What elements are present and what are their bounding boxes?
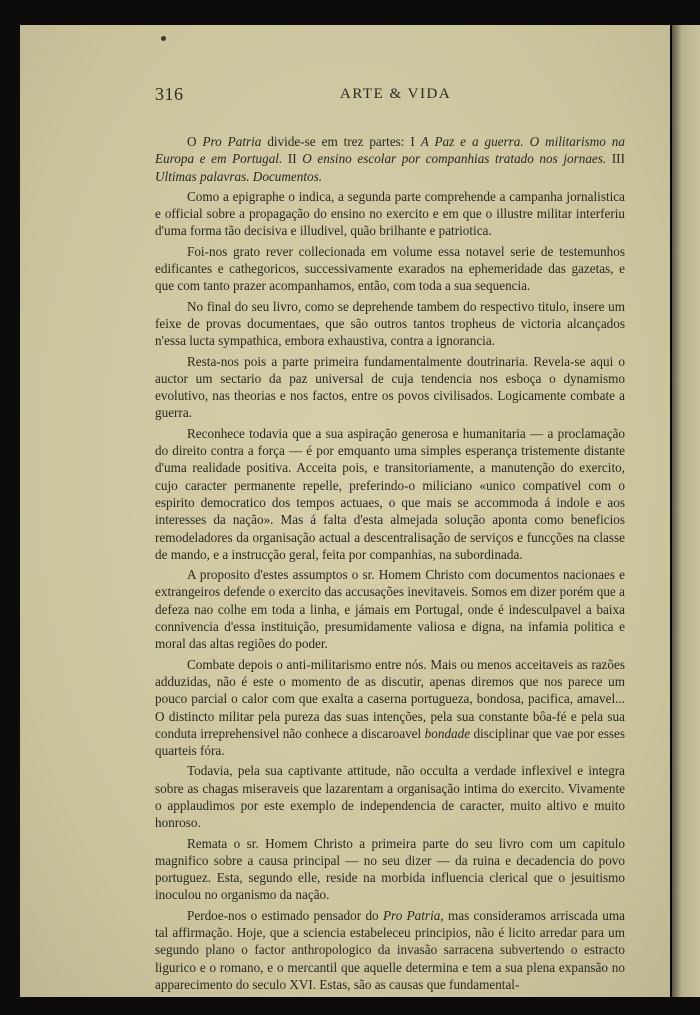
paragraph xyxy=(155,133,625,185)
paragraph xyxy=(155,907,625,993)
paragraph xyxy=(155,656,625,760)
paragraph xyxy=(155,298,625,350)
text-segment: Como a epigraphe o indica, a segunda parte comprehende a campanha jornalistica e official sobre a propagação do ensino no exercito e em que o illustre militar interferiu d'uma forma tão decisiva e illudivel, quão brilhante e patriotica. xyxy=(155,188,625,239)
paragraph xyxy=(155,188,625,240)
text-segment: II xyxy=(282,151,303,167)
paragraph xyxy=(155,353,625,422)
text-segment: Perdoe-nos o estimado pensador do xyxy=(187,907,383,923)
paragraph xyxy=(155,762,625,831)
page-number: 316 xyxy=(155,84,184,104)
text-segment: Todavia, pela sua captivante attitude, não occulta a verdade inflexivel e integra sobre as chagas miseraveis que lazarentam a organisação intima do exercito. Vivamente o applaudimos por este exemplo de independencia de caracter, muito altivo e muito honroso. xyxy=(155,763,625,831)
text-segment: No final do seu livro, como se deprehende tambem do respectivo titulo, insere um feixe de provas documentaes, que são outros tantos tropheus de victoria alcançados n'essa lucta sympathica, embora exhaustiva, contra a ignorancia. xyxy=(155,298,625,349)
running-head: ARTE & VIDA xyxy=(340,86,452,102)
paragraph xyxy=(155,243,625,295)
italic-text: Pro Patria xyxy=(383,907,441,923)
text-segment: Remata o sr. Homem Christo a primeira parte do seu livro com um capitulo magnifico sobre a causa principal — no seu dizer — da ruina e decadencia do povo portuguez. Esta, segundo elle, reside na morbida influencia clerical que o jesuitismo inoculou no organismo da nação. xyxy=(155,835,625,903)
page-header xyxy=(155,84,625,106)
text-segment: Combate depois o anti-militarismo entre nós. Mais ou menos acceitaveis as razões adduzidas, não é este o momento de as discutir, apenas diremos que nos parece um pouco parcial o calor com que exalta a caserna portugueza, bondosa, pacifica, amavel... O distincto militar pela pureza das suas intenções, pela sua constante bôa-fé e pela sua conduta irreprehensivel não conhece a discaroavel xyxy=(155,656,625,741)
text-segment: O xyxy=(187,134,203,149)
ink-spot xyxy=(161,36,166,41)
italic-text: Ultimas palavras. Documentos. xyxy=(155,168,323,184)
italic-text: A Paz e a guerra. O militarismo na Europa e em Portugal. xyxy=(155,134,625,167)
text-segment: , mas consideramos arriscada uma tal affirmação. Hoje, que a sciencia estabeleceu principios, não é licito arredar para um segundo plano o factor anthropologico da invasão sarracena subvertendo o estracto ligurico e o romano, e o mercantil que aquelle determina e tem a sua plena expansão no apparecimento do seculo XVI. Estas, são as causas que fundamental- xyxy=(155,907,625,992)
text-segment: disciplinar que vae por esses quarteis fóra. xyxy=(155,725,625,759)
text-segment: Foi-nos grato rever collecionada em volume essa notavel serie de testemunhos edificantes e cathegoricos, successivamente exarados na ephemeridade das gazetas, e que com tanto prazer acompanhamos, então, com toda a sua sequencia. xyxy=(155,243,625,294)
italic-text: Pro Patria xyxy=(202,134,262,149)
italic-text: bondade xyxy=(424,725,471,741)
adjacent-page-edge xyxy=(672,25,700,997)
text-segment: divide-se em trez partes: I xyxy=(261,134,421,149)
italic-text: O ensino escolar por companhias tratado nos jornaes. xyxy=(302,151,607,167)
text-segment: III xyxy=(606,151,625,167)
text-segment: A proposito d'estes assumptos o sr. Homem Christo com documentos nacionaes e extrangeiros defende o exercito das accusações inevitaveis. Somos em dizer porém que a defeza nao colhe em toda a linha, e jámais em Portugal, onde é indesculpavel a baixa connivencia d'essa instituição, presumidamente valiosa e digna, na infamia politica e moral das altas regiões do poder. xyxy=(155,567,625,652)
text-segment: Reconhece todavia que a sua aspiração generosa e humanitaria — a proclamação do direito contra a força — é por emquanto uma simples esperança tristemente distante d'uma realidade positiva. Acceita pois, e transitoriamente, a manutenção do exercito, cujo caracter permanente repelle, preferindo-o miliciano «unico compativel com o espirito democratico dos tempos actuaes, o que mais se accommoda á indole e aos interesses da nação». Mas á falta d'esta almejada solução aponta como beneficios remodeladores da organisação actual a descentralisação de serviços e funcções na classe de mando, e a instrucção geral, feita por companhias, na subordinada. xyxy=(155,425,625,562)
paragraph xyxy=(155,835,625,904)
paragraph xyxy=(155,425,625,563)
text-segment: Resta-nos pois a parte primeira fundamentalmente doutrinaria. Revela-se aqui o auctor um sectario da paz universal de cuja tendencia nos esboça o dynamismo evolutivo, nas theorias e nos factos, entre os povos civilisados. Logicamente combate a guerra. xyxy=(155,353,625,421)
paragraph xyxy=(155,566,625,652)
body-text xyxy=(155,133,625,993)
